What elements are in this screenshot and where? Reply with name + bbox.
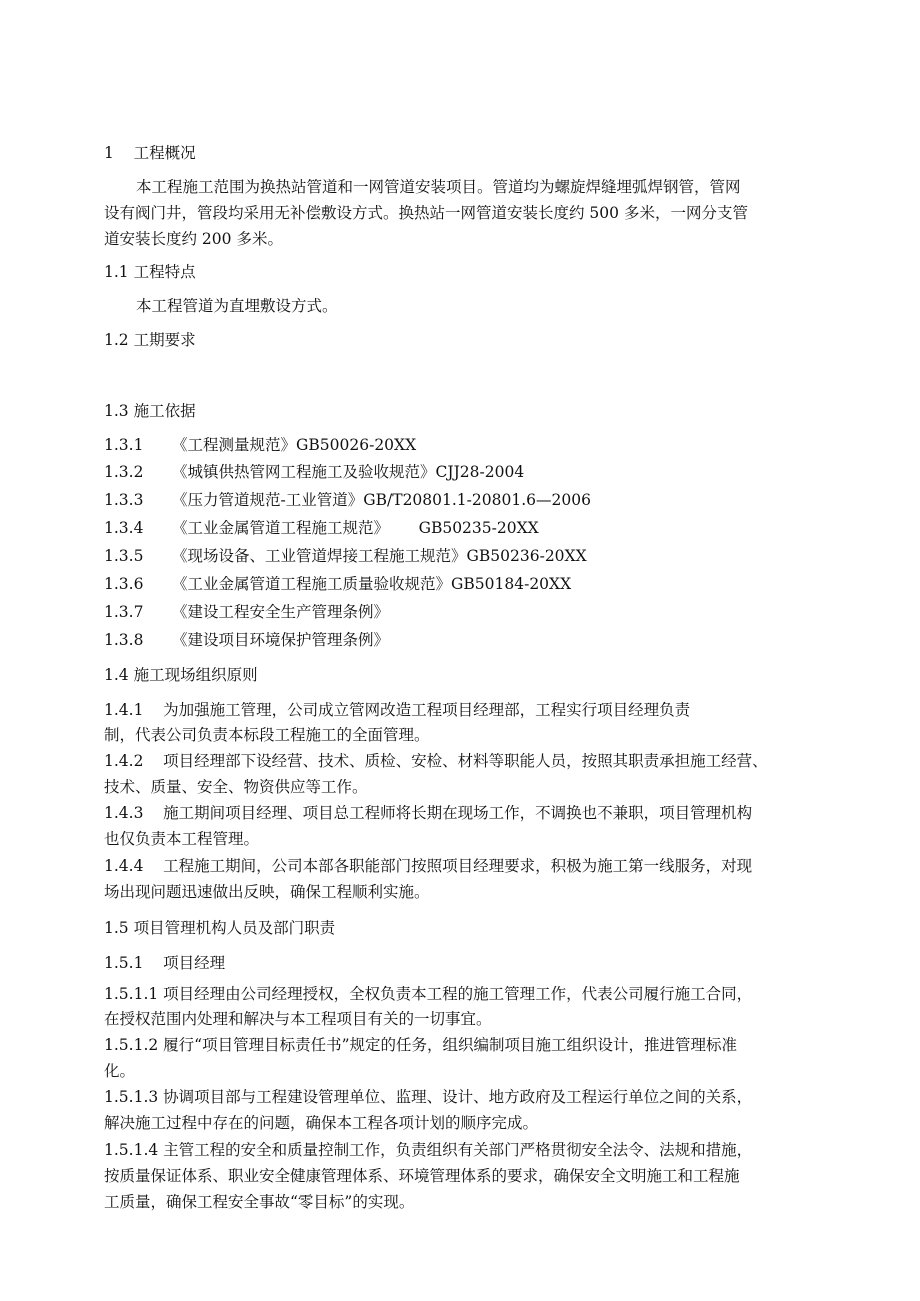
heading-1-3: 1.3 施工依据 <box>104 402 196 420</box>
heading-1-1: 1.1 工程特点 <box>104 263 196 281</box>
paragraph-line: 1.5.1.4 主管工程的安全和质量控制工作，负责组织有关部门严格贯彻安全法令、法规和措施， <box>104 1141 753 1159</box>
basis-item <box>104 462 524 482</box>
basis-item <box>104 630 389 650</box>
basis-text: 《建设项目环境保护管理条例》 <box>172 631 390 649</box>
paragraph-line: 1.4.3 施工期间项目经理、项目总工程师将长期在现场工作，不调换也不兼职，项目管理机构 <box>104 804 753 822</box>
paragraph-line: 本工程施工范围为换热站管道和一网管道安装项目。管道均为螺旋焊缝埋弧焊钢管，管网 <box>136 178 741 196</box>
basis-item <box>104 490 591 510</box>
paragraph-line: 1.4.1 为加强施工管理，公司成立管网改造工程项目经理部，工程实行项目经理负责 <box>104 701 691 719</box>
paragraph-line: 工质量，确保工程安全事故“零目标”的实现。 <box>104 1193 415 1211</box>
paragraph-line: 也仅负责本工程管理。 <box>104 830 260 848</box>
basis-item <box>104 574 571 594</box>
paragraph-line: 1.5.1.2 履行“项目管理目标责任书”规定的任务，组织编制项目施工组织设计，推进管理标准 <box>104 1036 738 1054</box>
basis-number: 1.3.1 <box>104 436 144 454</box>
basis-text: 《工业金属管道工程施工质量验收规范》GB50184-20XX <box>172 575 572 593</box>
paragraph-line: 在授权范围内处理和解决与本工程项目有关的一切事宜。 <box>104 1010 492 1028</box>
heading-1-5-1: 1.5.1 项目经理 <box>104 954 226 972</box>
paragraph-line: 按质量保证体系、职业安全健康管理体系、环境管理体系的要求，确保安全文明施工和工程施 <box>104 1167 740 1185</box>
basis-item <box>104 602 389 622</box>
paragraph-line: 制，代表公司负责本标段工程施工的全面管理。 <box>104 726 430 744</box>
basis-number: 1.3.5 <box>104 547 144 565</box>
heading-1: 1 工程概况 <box>104 144 196 162</box>
basis-text: 《现场设备、工业管道焊接工程施工规范》GB50236-20XX <box>172 547 587 565</box>
paragraph-line: 解决施工过程中存在的问题，确保本工程各项计划的顺序完成。 <box>104 1114 539 1132</box>
paragraph-line: 1.4.4 工程施工期间，公司本部各职能部门按照项目经理要求，积极为施工第一线服务，对现 <box>104 857 753 875</box>
paragraph-line: 化。 <box>104 1062 136 1080</box>
heading-1-2: 1.2 工期要求 <box>104 331 196 349</box>
basis-text: 《建设工程安全生产管理条例》 <box>172 603 390 621</box>
heading-1-4: 1.4 施工现场组织原则 <box>104 666 258 684</box>
paragraph-line: 1.4.2 项目经理部下设经营、技术、质检、安检、材料等职能人员，按照其职责承担施工经营、 <box>104 752 768 770</box>
paragraph-line: 1.5.1.1 项目经理由公司经理授权，全权负责本工程的施工管理工作，代表公司履行施工合同， <box>104 985 753 1003</box>
basis-number: 1.3.8 <box>104 631 144 649</box>
basis-item <box>104 435 416 455</box>
basis-number: 1.3.7 <box>104 603 144 621</box>
basis-number: 1.3.4 <box>104 519 144 537</box>
basis-number: 1.3.6 <box>104 575 144 593</box>
paragraph-line: 设有阀门井，管段均采用无补偿敷设方式。换热站一网管道安装长度约 500 多米，一网分支管 <box>104 204 748 222</box>
basis-number: 1.3.3 <box>104 491 144 509</box>
heading-1-5: 1.5 项目管理机构人员及部门职责 <box>104 919 336 937</box>
basis-text: 《工程测量规范》GB50026-20XX <box>172 436 417 454</box>
paragraph-line: 道安装长度约 200 多米。 <box>104 230 283 248</box>
paragraph-line: 技术、质量、安全、物资供应等工作。 <box>104 778 368 796</box>
basis-item <box>104 546 587 566</box>
paragraph-line: 1.5.1.3 协调项目部与工程建设管理单位、监理、设计、地方政府及工程运行单位之间的关系， <box>104 1088 753 1106</box>
basis-number: 1.3.2 <box>104 463 144 481</box>
paragraph-line: 本工程管道为直埋敷设方式。 <box>136 297 338 315</box>
basis-text: 《城镇供热管网工程施工及验收规范》CJJ28-2004 <box>172 463 525 481</box>
paragraph-line: 场出现问题迅速做出反映，确保工程顺利实施。 <box>104 883 430 901</box>
basis-text: 《压力管道规范-工业管道》GB/T20801.1-20801.6—2006 <box>172 491 591 509</box>
basis-item <box>104 518 539 538</box>
basis-text: 《工业金属管道工程施工规范》 GB50235-20XX <box>172 519 539 537</box>
